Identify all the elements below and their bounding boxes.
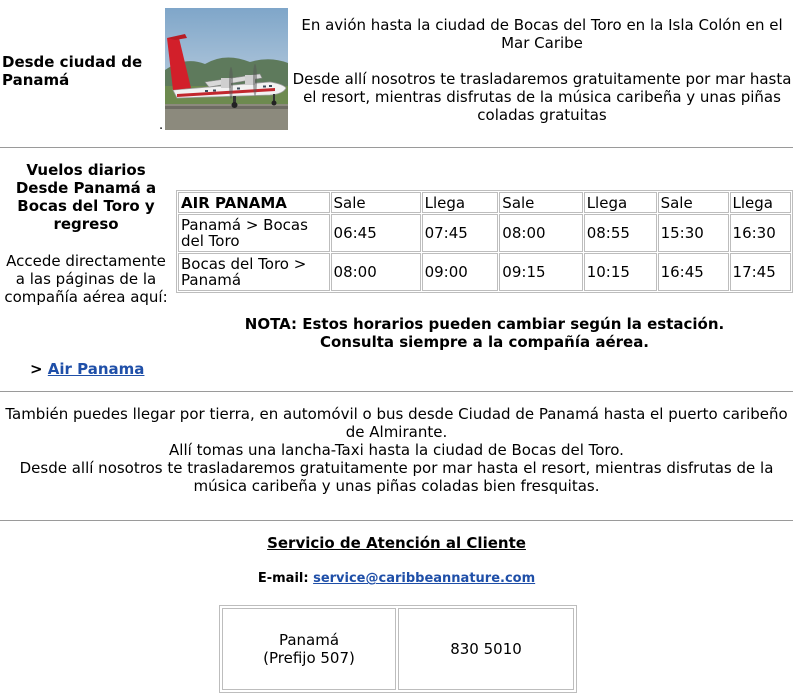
phone-number: 830 5010 — [450, 640, 522, 658]
time-cell: 16:30 — [730, 214, 791, 252]
route-cell: Panamá > Bocas del Toro — [178, 214, 330, 252]
air-intro — [292, 16, 792, 124]
time-cell: 06:45 — [331, 214, 421, 252]
time-cell: 08:00 — [331, 253, 421, 291]
airplane-image-icon — [165, 8, 288, 130]
table-row — [178, 214, 791, 252]
land-route-line2: Allí tomas una lancha-Taxi hasta la ciudad de Bocas del Toro. — [169, 441, 624, 459]
header-cell: Llega — [584, 192, 657, 213]
time-cell: 08:00 — [499, 214, 582, 252]
time-cell: 10:15 — [584, 253, 657, 291]
time-cell: 07:45 — [422, 214, 499, 252]
land-route-line1: También puedes llegar por tierra, en automóvil o bus desde Ciudad de Panamá hasta el puerto caribeño de Almirante. — [5, 405, 788, 441]
table-header-row — [178, 192, 791, 213]
header-cell: Llega — [422, 192, 499, 213]
header-cell: Sale — [331, 192, 421, 213]
schedule-notice-line1: NOTA: Estos horarios pueden cambiar según la estación. — [244, 315, 725, 333]
route-cell: Bocas del Toro > Panamá — [178, 253, 330, 291]
time-cell: 08:55 — [584, 214, 657, 252]
time-cell: 17:45 — [730, 253, 791, 291]
customer-service-heading: Servicio de Atención al Cliente — [267, 534, 526, 552]
air-intro-line1: En avión hasta la ciudad de Bocas del Toro en la Isla Colón en el Mar Caribe — [301, 16, 783, 52]
phone-number-cell — [398, 608, 574, 690]
air-panama-link[interactable]: Air Panama — [47, 360, 145, 378]
time-cell: 15:30 — [658, 214, 729, 252]
header-cell: Llega — [730, 192, 791, 213]
airplane-photo — [165, 8, 288, 130]
phone-prefix: (Prefijo 507) — [263, 649, 355, 667]
land-route-line3: Desde allí nosotros te trasladaremos gratuitamente por mar hasta el resort, mientras disfrutas de la música caribeña y unas piñas coladas bien fresquitas. — [19, 459, 774, 495]
air-intro-line2: Desde allí nosotros te trasladaremos gratuitamente por mar hasta el resort, mientras disfrutas de la música caribeña y unas piñas coladas gratuitas — [292, 70, 792, 124]
time-cell: 16:45 — [658, 253, 729, 291]
airline-link-row — [30, 360, 144, 378]
email-row — [0, 571, 793, 587]
schedule-notice — [176, 315, 793, 351]
phone-table — [219, 605, 577, 693]
schedule-notice-line2: Consulta siempre a la compañía aérea. — [319, 333, 650, 351]
phone-location: Panamá — [278, 631, 340, 649]
time-cell: 09:15 — [499, 253, 582, 291]
flights-heading: Vuelos diarios Desde Panamá a Bocas del Toro y regreso — [15, 161, 157, 233]
header-cell: Sale — [658, 192, 729, 213]
divider — [0, 520, 793, 521]
email-link[interactable]: service@caribbeannature.com — [313, 571, 536, 586]
email-label: E-mail: — [257, 571, 314, 586]
table-row — [178, 253, 791, 291]
land-route-info — [0, 405, 793, 495]
origin-heading: Desde ciudad de Panamá — [2, 53, 143, 89]
airline-link-note: Accede directamente a las páginas de la compañía aérea aquí: — [4, 252, 168, 306]
table-row — [222, 608, 574, 690]
phone-location-cell — [222, 608, 396, 690]
divider — [0, 391, 793, 392]
time-cell: 09:00 — [422, 253, 499, 291]
divider — [0, 147, 793, 148]
link-arrow: > — [30, 360, 48, 378]
flight-schedule-table — [176, 190, 793, 293]
header-cell: Sale — [499, 192, 582, 213]
photo-dot: . — [159, 118, 164, 133]
airline-header: AIR PANAMA — [178, 192, 330, 213]
